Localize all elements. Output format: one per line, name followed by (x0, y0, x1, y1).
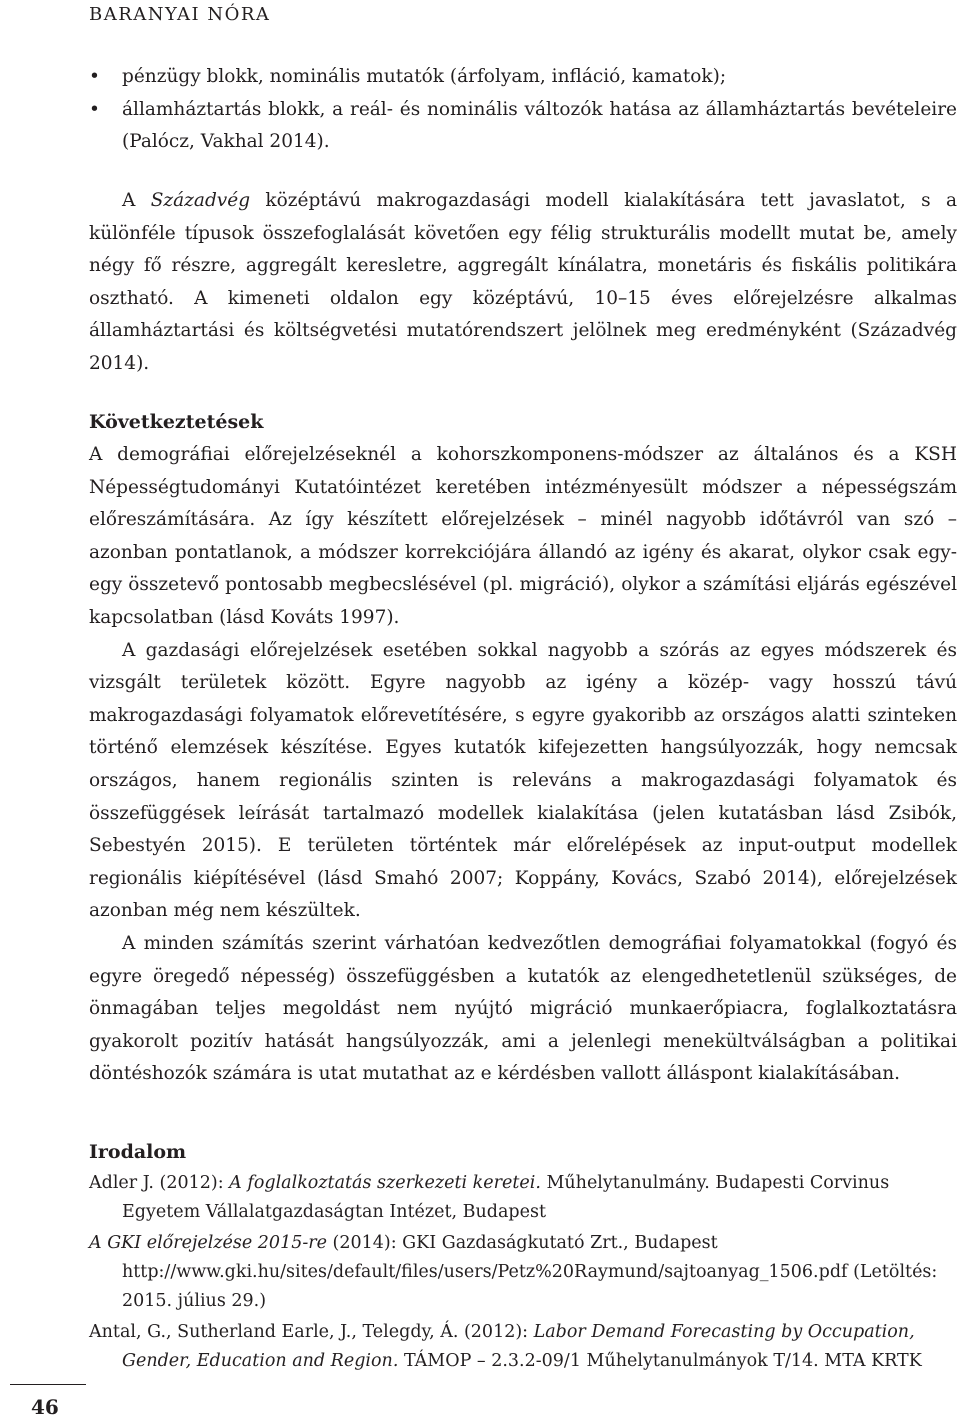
emphasis: Századvég (150, 190, 251, 211)
paragraph: A minden számítás szerint várhatóan kedvezőtlen demográfiai folyamatokkal (fogyó és egyre öregedő népesség) összefüggésben a kutatók az elengedhetetlenül szükséges, de önmagában teljes megoldást nem nyújtó migráció munkaerőpiacra, foglalkoztatásra gyakorolt pozitív hatását hangsúlyozzák, ami a jelenlegi menekültválságban a politikai döntéshozók számára is utat mutathat az e kérdésben vallott álláspont kialakításában. (89, 932, 957, 1085)
section-heading: Következtetések (89, 411, 264, 433)
page-number: 46 (31, 1395, 59, 1419)
reference-item: Antal, G., Sutherland Earle, J., Telegdy, Á. (2012): Labor Demand Forecasting by Occupation, Gender, Education and Region. TÁMOP – 2.3.2-09/1 Műhelytanulmányok T/14. MTA KRTK (89, 1322, 922, 1371)
conclusions-section (89, 406, 957, 1091)
intro-paragraph: A Századvég középtávú makrogazdasági modell kialakítására tett javaslatot, s a különféle típusok összefoglalását követően egy félig strukturális modellt mutat be, amely négy fő részre, aggregált keresletre, aggregált kínálatra, monetáris és fiskális politikára osztható. A kimeneti oldalon egy középtávú, 10–15 éves előrejelzésre alkalmas államháztartási és költségvetési mutatórendszert jelölnek meg eredményként (Századvég 2014). (89, 190, 957, 374)
running-header: BARANYAI NÓRA (89, 4, 271, 25)
paragraph: A gazdasági előrejelzések esetében sokkal nagyobb a szórás az egyes módszerek és vizsgált területek között. Egyre nagyobb az igény a közép- vagy hosszú távú makrogazdasági folyamatok előrevetítésére, s egyre gyakoribb az országos alatti szinteken történő elemzések készítése. Egyes kutatók kifejezetten hangsúlyozzák, hogy nemcsak országos, hanem regionális szinten is releváns a makrogazdasági folyamatok és összefüggések leírását tartalmazó modellek kialakítása (jelen kutatásban lásd Zsibók, Sebestyén 2015). E területen történtek már előrelépések az input-output modellek regionális kiépítésével (lásd Smahó 2007; Koppány, Kovács, Szabó 2014), előrejelzések azonban még nem készültek. (89, 639, 957, 922)
reference-item: Adler J. (2012): A foglalkoztatás szerkezeti keretei. Műhelytanulmány. Budapesti Corvinus Egyetem Vállalatgazdaságtan Intézet, Budapest (89, 1173, 890, 1222)
reference-item: A GKI előrejelzése 2015-re (2014): GKI Gazdaságkutató Zrt., Budapest http://www.gki.hu/sites/default/files/users/Petz%20Raymund/sajtoanyag_1506.pdf (Letöltés: 2015. július 29.) (89, 1233, 938, 1311)
bullet-list (89, 61, 957, 159)
paragraph: A demográfiai előrejelzéseknél a kohorszkomponens-módszer az általános és a KSH Népességtudományi Kutatóintézet keretében intézményesült módszer a népességszám előreszámítására. Az így készített előrejelzések – minél nagyobb időtávról van szó – azonban pontatlanok, a módszer korrekciójára állandó az igény és akarat, olykor csak egy-egy összetevő pontosabb megbecslésével (pl. migráció), olykor a számítási eljárás egészével kapcsolatban (lásd Kováts 1997). (89, 444, 957, 628)
section-heading: Irodalom (89, 1141, 187, 1163)
list-item: • államháztartás blokk, a reál- és nominális változók hatása az államháztartás bevételeire (Palócz, Vakhal 2014). (89, 94, 957, 159)
page-number-rule (10, 1384, 86, 1385)
references-section (89, 1136, 957, 1378)
list-item: • pénzügy blokk, nominális mutatók (árfolyam, infláció, kamatok); (89, 61, 957, 94)
